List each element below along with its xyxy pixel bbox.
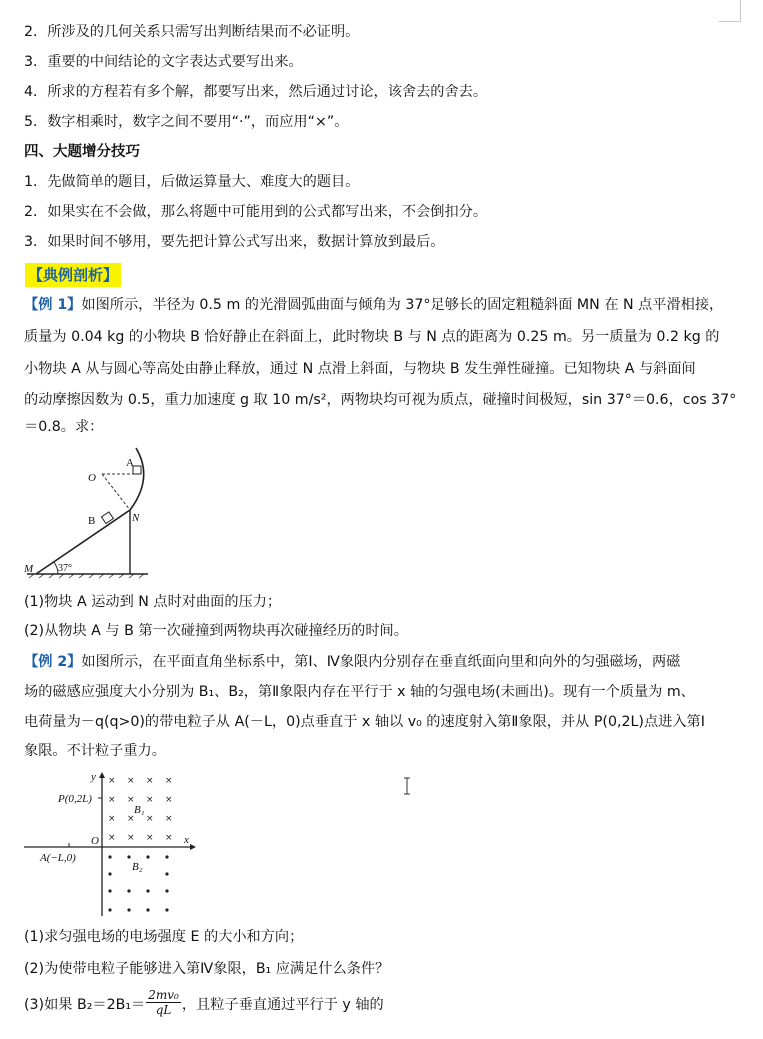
dot-mark (146, 889, 149, 892)
q3-prefix: (3)如果 B₂＝2B₁＝ (24, 997, 146, 1013)
example1-line-2: 质量为 0.04 kg 的小物块 B 恰好静止在斜面上，此时物块 B 与 N 点的距离为 0.25 m。另一质量为 0.2 kg 的 (24, 329, 720, 345)
example2-question-3 (24, 987, 744, 1020)
example1-line-3: 小物块 A 从与圆心等高处由静止释放，通过 N 点滑上斜面，与物块 B 发生弹性碰撞。已知物块 A 与斜面间 (24, 361, 696, 377)
example2-line-4: 象限。不计粒子重力。 (24, 743, 166, 759)
label-y: y (91, 771, 96, 783)
dot-mark (165, 855, 168, 858)
example1-text-1: 如图所示，半径为 0.5 m 的光滑圆弧曲面与倾角为 37°足够长的固定粗糙斜面 MN 在 N 点平滑相接， (81, 297, 724, 313)
example1-line-5: ＝0.8。求： (24, 419, 104, 435)
label-M: M (24, 563, 34, 575)
cross-mark: × (108, 795, 116, 805)
q3-suffix: ，且粒子垂直通过平行于 y 轴的 (181, 997, 384, 1013)
incline-MN (36, 510, 130, 574)
analysis-title: 【典例剖析】 (25, 263, 121, 287)
dot-mark (108, 908, 111, 911)
text-cursor-icon (402, 777, 412, 795)
watermark-fade (388, 990, 420, 1014)
example1-line-4: 的动摩擦因数为 0.5，重力加速度 g 取 10 m/s²，两物块均可视为质点，碰撞时间极短，sin 37°＝0.6，cos 37° (24, 392, 737, 408)
q3-fraction-numerator: 2mv₀ (148, 987, 179, 1002)
example2-tag: 【例 2】 (24, 654, 82, 670)
cross-mark: × (146, 833, 154, 843)
example2-figure (24, 768, 204, 920)
example2-line-1 (24, 647, 744, 677)
radius-to-N (102, 474, 130, 510)
example1-question-1: (1)物块 A 运动到 N 点时对曲面的压力； (24, 594, 282, 610)
example2-line-2: 场的磁感应强度大小分别为 B₁、B₂，第Ⅱ象限内存在平行于 x 轴的匀强电场(未画出)。现有一个质量为 m、 (24, 684, 695, 700)
label-B2: B₂ (132, 861, 143, 873)
example1-question-2: (2)从物块 A 与 B 第一次碰撞到两物块再次碰撞经历的时间。 (24, 623, 408, 639)
cross-mark: × (108, 814, 116, 824)
y-axis-arrow (99, 772, 105, 778)
q3-fraction-denominator: qL (155, 1002, 172, 1017)
dot-mark (127, 908, 130, 911)
cross-mark: × (127, 833, 135, 843)
label-B: B (88, 515, 96, 527)
x-axis-arrow (190, 844, 196, 850)
label-A: A (126, 457, 134, 469)
dot-mark (165, 908, 168, 911)
label-O: O (88, 472, 96, 484)
label-N: N (132, 512, 140, 524)
example1-tag: 【例 1】 (24, 297, 82, 313)
section-heading: 四、大题增分技巧 (24, 144, 140, 160)
dot-mark (165, 889, 168, 892)
dot-mark (127, 889, 130, 892)
cross-mark: × (146, 776, 154, 786)
q3-fraction (146, 988, 181, 1017)
cross-mark: × (108, 833, 116, 843)
example2-line-3: 电荷量为－q(q>0)的带电粒子从 A(－L，0)点垂直于 x 轴以 v₀ 的速度射入第Ⅱ象限，并从 P(0,2L)点进入第Ⅰ (24, 714, 705, 730)
cross-mark: × (146, 795, 154, 805)
cross-mark: × (165, 795, 173, 805)
label-x: x (184, 834, 189, 846)
cross-mark: × (127, 795, 135, 805)
label-A: A(−L,0) (40, 852, 76, 864)
cross-mark: × (127, 814, 135, 824)
example2-question-2: (2)为使带电粒子能够进入第Ⅳ象限，B₁ 应满足什么条件？ (24, 961, 390, 977)
dot-mark (108, 889, 111, 892)
section-item-1: 1．先做简单的题目，后做运算量大、难度大的题目。 (24, 174, 360, 190)
cross-mark: × (165, 814, 173, 824)
dot-mark (108, 855, 111, 858)
label-O: O (91, 835, 99, 847)
label-P: P(0,2L) (58, 793, 92, 805)
example2-question-1: (1)求匀强电场的电场强度 E 的大小和方向； (24, 929, 304, 945)
example2-text-1: 如图所示，在平面直角坐标系中，第Ⅰ、Ⅳ象限内分别存在垂直纸面向里和向外的匀强磁场，两磁 (81, 654, 681, 670)
cross-mark: × (146, 814, 154, 824)
cross-mark: × (108, 776, 116, 786)
dot-mark (165, 872, 168, 875)
section-item-3: 3．如果时间不够用，要先把计算公式写出来，数据计算放到最后。 (24, 234, 445, 250)
tip-rule-2: 2．所涉及的几何关系只需写出判断结果而不必证明。 (24, 24, 360, 40)
label-angle: 37° (58, 563, 72, 574)
cross-mark: × (127, 776, 135, 786)
dot-mark (108, 872, 111, 875)
section-item-2: 2．如果实在不会做，那么将题中可能用到的公式都写出来，不会倒扣分。 (24, 204, 488, 220)
tip-rule-3: 3．重要的中间结论的文字表达式要写出来。 (24, 54, 303, 70)
dot-mark (146, 908, 149, 911)
example1-line-1 (24, 290, 744, 320)
block-A (133, 466, 141, 474)
example1-figure (22, 448, 162, 578)
dot-mark (146, 855, 149, 858)
tip-rule-4: 4．所求的方程若有多个解，都要写出来，然后通过讨论，该舍去的舍去。 (24, 84, 488, 100)
tip-rule-5: 5．数字相乘时，数字之间不要用“·”，而应用“×”。 (24, 114, 349, 130)
label-B1: B₁ (134, 804, 145, 816)
cross-mark: × (165, 833, 173, 843)
cross-mark: × (165, 776, 173, 786)
dot-mark (127, 855, 130, 858)
